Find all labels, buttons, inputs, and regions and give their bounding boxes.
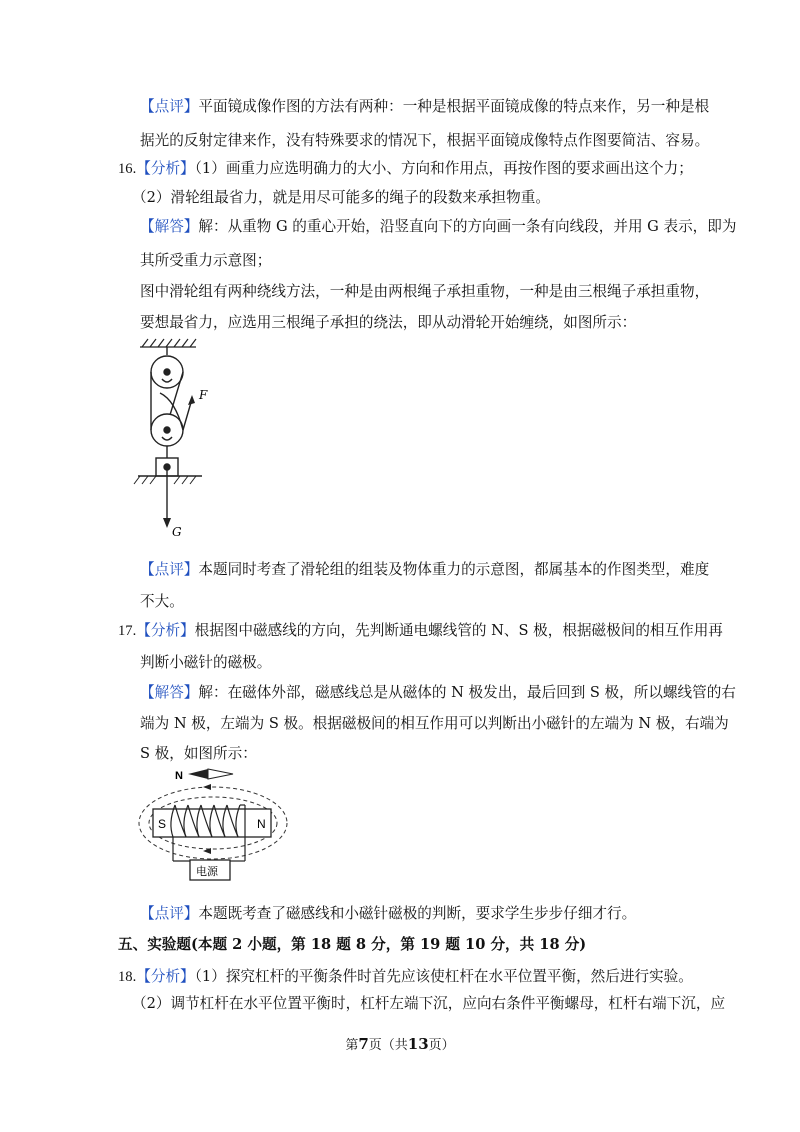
gravity-label: G xyxy=(172,525,182,539)
q17-analysis-line-1 xyxy=(118,621,723,641)
review-tag: 【点评】 xyxy=(140,98,199,115)
review-tag: 【点评】 xyxy=(140,905,199,922)
q17-review-line-1 xyxy=(140,904,636,924)
q16-review-line-1 xyxy=(140,560,709,580)
answer-tag: 【解答】 xyxy=(140,218,199,235)
analysis-tag: 【分析】 xyxy=(136,622,195,639)
force-arrowhead xyxy=(188,395,195,405)
footer-suffix: 页） xyxy=(428,1038,455,1053)
q17-answer-line-1 xyxy=(140,683,736,703)
q16-answer-line-3: 图中滑轮组有两种绕线方法，一种是由两根绳子承担重物，一种是由三根绳子承担重物， xyxy=(140,283,710,300)
total-pages: 13 xyxy=(407,1035,429,1053)
q17-analysis-line-2: 判断小磁针的磁极。 xyxy=(140,654,272,671)
q16-answer-line-4: 要想最省力，应选用三根绳子承担的绕法，即从动滑轮开始缠绕，如图所示： xyxy=(140,314,637,331)
rope-middle xyxy=(170,372,183,415)
q16-analysis-line-1 xyxy=(118,159,693,179)
q18-analysis-line-2: （2）调节杠杆在水平位置平衡时，杠杆左端下沉，应向右条件平衡螺母，杠杆右端下沉，应 xyxy=(132,995,726,1012)
analysis-tag: 【分析】 xyxy=(136,968,195,985)
pulley-diagram xyxy=(130,335,230,545)
analysis-tag: 【分析】 xyxy=(136,160,195,177)
ceiling-support xyxy=(140,339,196,347)
footer-mid: 页（共 xyxy=(368,1038,408,1053)
pole-n-label: N xyxy=(257,817,266,831)
force-label: F xyxy=(199,388,208,402)
field-arrow-top xyxy=(203,784,211,790)
q15-review-line-2: 据光的反射定律来作，没有特殊要求的情况下，根据平面镜成像特点作图要简洁、容易。 xyxy=(140,132,710,149)
q16-review-text-1: 本题同时考查了滑轮组的组装及物体重力的示意图，都属基本的作图类型，难度 xyxy=(198,561,710,578)
q17-analysis-text-1: 根据图中磁感线的方向，先判断通电螺线管的 N、S 极，根据磁极间的相互作用再 xyxy=(194,622,723,639)
q16-analysis-line-2: （2）滑轮组最省力，就是用尽可能多的绳子的段数来承担物重。 xyxy=(132,189,550,206)
q15-review-line-1 xyxy=(140,97,709,117)
question-number: 16. xyxy=(118,161,137,177)
q16-review-line-2: 不大。 xyxy=(140,593,184,610)
q16-analysis-text-1: （1）画重力应选明确力的大小、方向和作用点，再按作图的要求画出这个力； xyxy=(194,160,693,177)
q16-answer-text-1: 解：从重物 G 的重心开始，沿竖直向下的方向画一条有向线段，并用 G 表示，即为 xyxy=(198,218,737,235)
question-number: 18. xyxy=(118,969,137,985)
footer-prefix: 第 xyxy=(345,1038,359,1053)
section-heading: 五、实验题(本题 2 小题，第 18 题 8 分，第 19 题 10 分，共 18 分) xyxy=(118,936,587,953)
q18-analysis-line-1 xyxy=(118,967,693,987)
gravity-arrowhead xyxy=(163,518,171,528)
page-footer xyxy=(0,1034,800,1053)
power-label: 电源 xyxy=(196,865,218,878)
question-number: 17. xyxy=(118,623,137,639)
q17-answer-line-3: S 极，如图所示： xyxy=(140,745,257,762)
needle-n-label: N xyxy=(175,770,183,782)
answer-tag: 【解答】 xyxy=(140,684,199,701)
pole-s-label: S xyxy=(158,817,167,831)
q18-analysis-text-1: （1）探究杠杆的平衡条件时首先应该使杠杆在水平位置平衡，然后进行实验。 xyxy=(194,968,693,985)
q16-answer-line-2: 其所受重力示意图； xyxy=(140,252,272,269)
q16-answer-line-1 xyxy=(140,217,736,237)
review-tag: 【点评】 xyxy=(140,561,199,578)
page-number: 7 xyxy=(358,1035,369,1053)
solenoid-diagram xyxy=(133,765,293,890)
q17-answer-line-2: 端为 N 极，左端为 S 极。根据磁极间的相互作用可以判断出小磁针的左端为 N 极，右端为 xyxy=(140,715,729,732)
q17-answer-text-1: 解：在磁体外部，磁感线总是从磁体的 N 极发出，最后回到 S 极，所以螺线管的右 xyxy=(198,684,736,701)
q15-review-text-1: 平面镜成像作图的方法有两种：一种是根据平面镜成像的特点来作，另一种是根 xyxy=(198,98,710,115)
q17-review-text-1: 本题既考查了磁感线和小磁针磁极的判断，要求学生步步仔细才行。 xyxy=(198,905,637,922)
compass-needle xyxy=(188,769,233,779)
